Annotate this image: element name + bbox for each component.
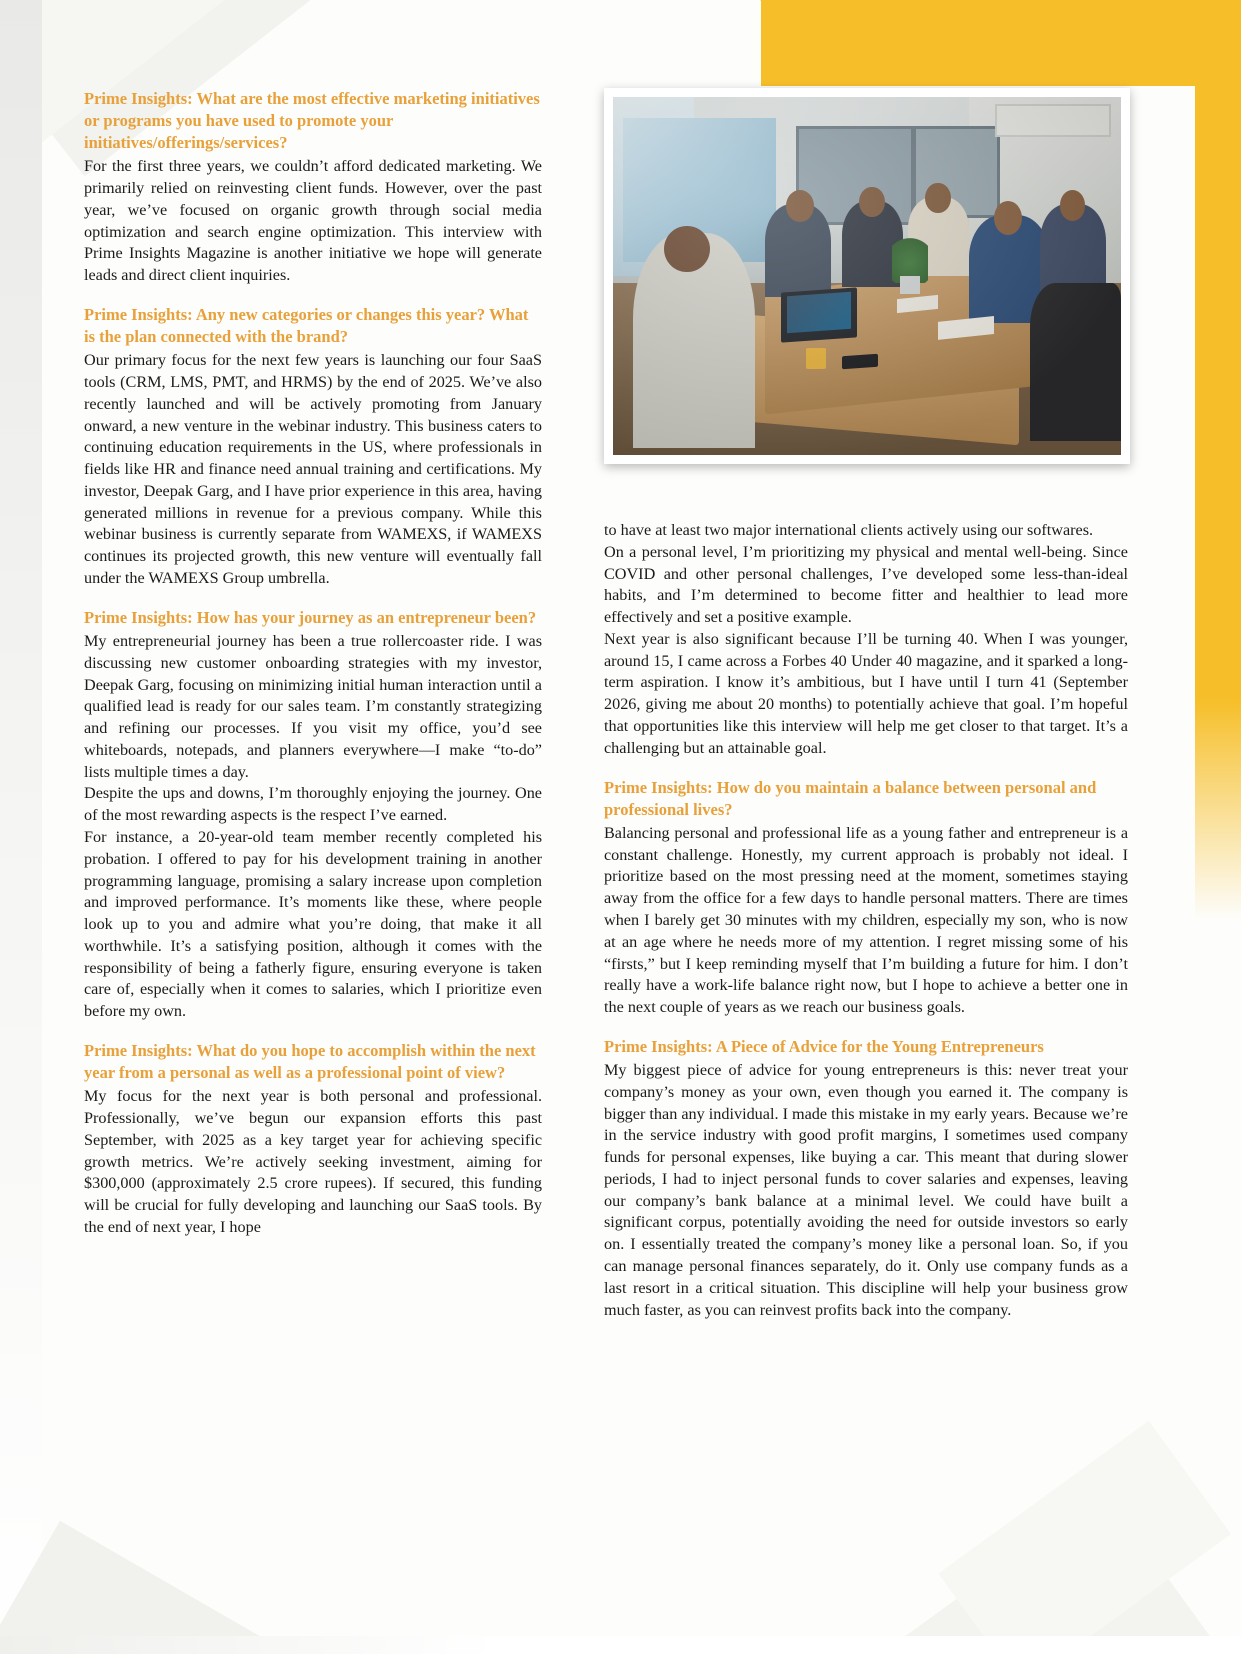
photo-mug xyxy=(806,348,826,369)
question-heading: Prime Insights: Any new categories or changes this year? What is the plan connected with the brand? xyxy=(84,305,529,347)
article-photo-frame xyxy=(604,88,1130,464)
answer-paragraph: Despite the ups and downs, I’m thoroughly enjoying the journey. One of the most rewarding aspects is the respect I’ve earned. xyxy=(84,784,542,825)
paragraph-spacer xyxy=(84,1023,542,1040)
answer-paragraph: For instance, a 20-year-old team member recently completed his probation. I offered to pay for his development training in another programming language, promising a salary increase upon completion and improved performance. It’s moments like these, where people look up to you and admire what you’re doing, that make it all worthwhile. It’s a satisfying position, although it comes with the responsibility of being a fatherly figure, ensuring everyone is taken care of, especially when it comes to salaries, which I prioritize even before my own. xyxy=(84,827,542,1021)
answer-paragraph: On a personal level, I’m prioritizing my physical and mental well-being. Since COVID and other personal challenges, I’ve developed some less-than-ideal habits, and I’m determined to become fitter and healthier to lead more effectively and set a positive example. xyxy=(604,542,1128,627)
left-text-column xyxy=(84,88,542,1239)
paragraph-spacer xyxy=(84,590,542,607)
question-heading: Prime Insights: How do you maintain a balance between personal and professional lives? xyxy=(604,777,1097,819)
paragraph-spacer xyxy=(604,1019,1128,1036)
photo-office-chair xyxy=(1030,283,1121,441)
photo-person-6-head xyxy=(1060,190,1085,220)
photo-person-2-head xyxy=(786,190,814,222)
photo-plant-pot xyxy=(900,276,920,294)
answer-paragraph: My biggest piece of advice for young entrepreneurs is this: never treat your company’s money as your own, even though you earned it. The company is bigger than any individual. I made this mistake in my early years. Because we’re in the service industry with good profit margins, I sometimes used company funds for personal expenses, like buying a car. This meant that during slower periods, I had to inject personal funds to cover salaries and expenses, leaving our company’s bank balance at a minimal level. We could have built a significant corpus, potentially avoiding the need for outside investors so early on. I essentially treated the company’s money like a personal loan. So, if you can manage personal finances separately, do it. Only use company funds as a last resort in a critical situation. This discipline will help your business grow much faster, as you can reinvest profits back into the company. xyxy=(604,1060,1128,1319)
photo-laptop-screen xyxy=(787,292,851,334)
paragraph-spacer xyxy=(84,287,542,304)
photo-phone xyxy=(842,354,878,369)
question-heading: Prime Insights: What do you hope to accomplish within the next year from a personal as well as a professional point of view? xyxy=(84,1041,536,1083)
right-text-column xyxy=(604,520,1128,1321)
photo-person-4-head xyxy=(925,183,950,213)
question-heading: Prime Insights: A Piece of Advice for the Young Entrepreneurs xyxy=(604,1036,1044,1056)
answer-paragraph: My focus for the next year is both personal and professional. Professionally, we’ve begun our expansion efforts this past September, with 2025 as a key target year for achieving specific growth metrics. We’re actively seeking investment, aiming for $300,000 (approximately 2.5 crore rupees). If secured, this funding will be crucial for fully developing and launching our SaaS tools. By the end of next year, I hope xyxy=(84,1087,542,1236)
question-heading: Prime Insights: What are the most effective marketing initiatives or programs you have used to promote your initiatives/offerings/services? xyxy=(84,89,540,153)
answer-paragraph: to have at least two major international clients actively using our softwares. xyxy=(604,521,1094,539)
answer-paragraph: My entrepreneurial journey has been a true rollercoaster ride. I was discussing new customer onboarding strategies with my investor, Deepak Garg, focusing on minimizing initial human interaction until a qualified lead is ready for our sales team. I’m constantly strategizing and refining our processes. If you visit my office, you’d see whiteboards, notepads, and planners everywhere—I make “to-do” lists multiple times a day. xyxy=(84,631,542,781)
photo-person-1-head xyxy=(664,226,710,273)
answer-paragraph: Next year is also significant because I’ll be turning 40. When I was younger, around 15, I came across a Forbes 40 Under 40 magazine, and it sparked a long-term aspiration. I know it’s ambitious, but I have until I turn 41 (September 2026, giving me about 20 months) to potentially achieve that goal. I’m hopeful that opportunities like this interview will help me get closer to that target. It’s a challenging but an attainable goal. xyxy=(604,629,1128,757)
photo-person-3-head xyxy=(859,187,884,217)
question-heading: Prime Insights: How has your journey as an entrepreneur been? xyxy=(84,607,537,627)
paragraph-spacer xyxy=(604,760,1128,777)
answer-paragraph: Our primary focus for the next few years is launching our four SaaS tools (CRM, LMS, PMT, and HRMS) by the end of 2025. We’ve also recently launched and will be actively promoting from January onward, a new venture in the webinar industry. This business caters to continuing education requirements in the US, where professionals in fields like HR and finance need annual training and certifications. My investor, Deepak Garg, and I have prior experience in this area, having generated millions in revenue for a previous company. While this webinar business is currently separate from WAMEXS, if WAMEXS continues its projected growth, this new venture will eventually fall under the WAMEXS Group umbrella. xyxy=(84,351,542,588)
article-photo xyxy=(613,97,1121,455)
photo-ceiling-panel xyxy=(995,104,1111,137)
photo-person-5-head xyxy=(994,201,1022,235)
photo-laptop xyxy=(781,288,857,343)
answer-paragraph: Balancing personal and professional life as a young father and entrepreneur is a constant challenge. Honestly, my current approach is probably not ideal. I prioritize based on the most pressing need at the moment, sometimes staying away from the office for a few days to handle personal matters. There are times when I barely get 30 minutes with my children, especially my son, who is now at an age where he needs more of my attention. I regret missing some of his “firsts,” but I keep reminding myself that I’m building a future for him. I don’t really have a work-life balance right now, but I hope to achieve a better one in the next couple of years as we reach our business goals. xyxy=(604,823,1128,1017)
answer-paragraph: For the first three years, we couldn’t afford dedicated marketing. We primarily relied on reinvesting client funds. However, over the past year, we’ve focused on organic growth through social media optimization and search engine optimization. This interview with Prime Insights Magazine is another initiative we hope will generate leads and direct client inquiries. xyxy=(84,157,542,285)
